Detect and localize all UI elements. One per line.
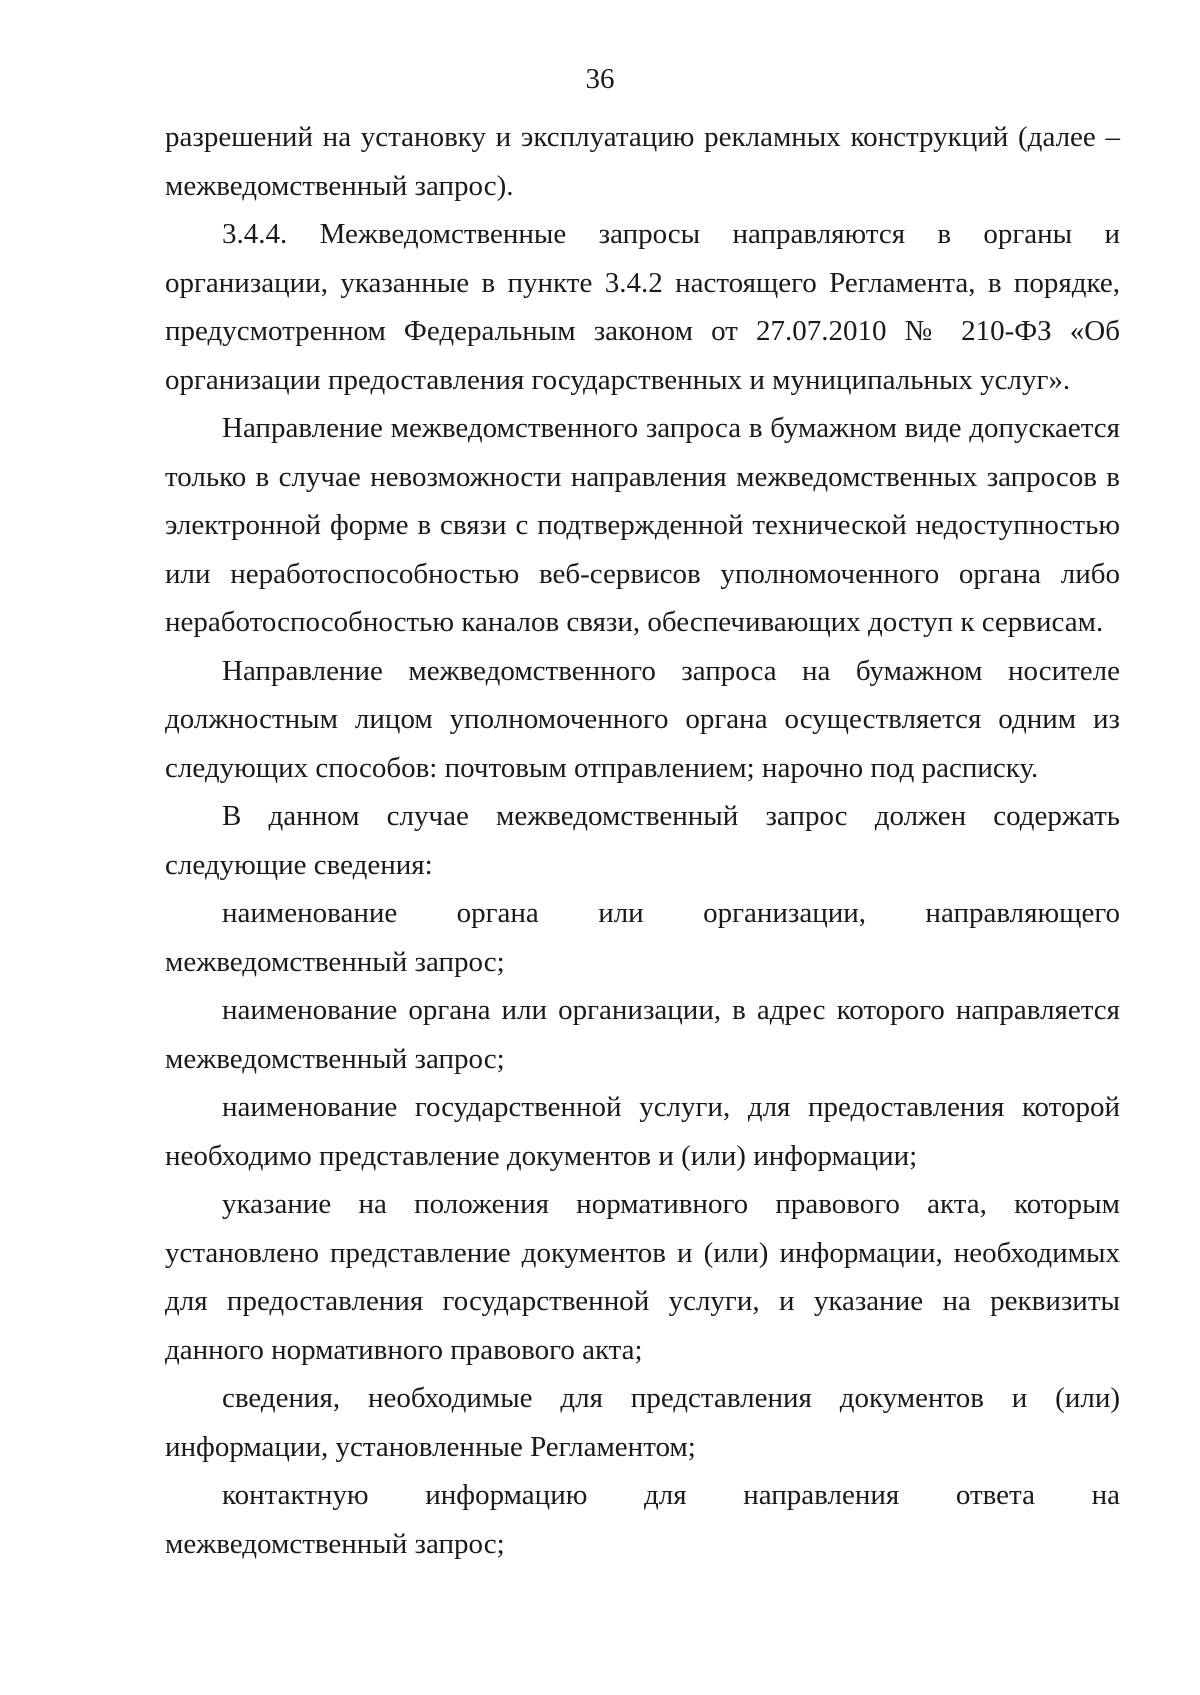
paragraph-3-4-4: 3.4.4. Межведомственные запросы направляются в органы и организации, указанные в пункте 3.4.2 настоящего Регламента, в порядке, предусмотренном Федеральным законом от 27.07.2010 № 210-ФЗ «Об организации предоставления государственных и муниципальных услуг». xyxy=(165,218,1120,396)
paragraph-paper-request-methods: Направление межведомственного запроса на бумажном носителе должностным лицом уполномоченного органа осуществляется одним из следующих способов: почтовым отправлением; нарочно под расписку. xyxy=(165,654,1120,784)
list-item-service-name: наименование государственной услуги, для предоставления которой необходимо представление документов и (или) информации; xyxy=(165,1091,1120,1172)
list-item-required-information: сведения, необходимые для представления документов и (или) информации, установленные Регламентом; xyxy=(165,1382,1120,1463)
page-number: 36 xyxy=(585,63,615,95)
paragraph-continuation: разрешений на установку и эксплуатацию рекламных конструкций (далее – межведомственный запрос). xyxy=(165,121,1120,202)
list-item-sender-name: наименование органа или организации, направляющего межведомственный запрос; xyxy=(165,897,1120,978)
list-item-contact-information: контактную информацию для направления ответа на межведомственный запрос; xyxy=(165,1479,1120,1560)
paragraph-paper-request-conditions: Направление межведомственного запроса в бумажном виде допускается только в случае невозможности направления межведомственных запросов в электронной форме в связи с подтвержденной технической недоступностью или неработоспособностью веб-сервисов уполномоченного органа либо неработоспособностью каналов связи, обеспечивающих доступ к сервисам. xyxy=(165,412,1120,638)
list-item-legal-act-reference: указание на положения нормативного правового акта, которым установлено представление документов и (или) информации, необходимых для предоставления государственной услуги, и указание на реквизиты данного нормативного правового акта; xyxy=(165,1188,1120,1366)
list-item-recipient-name: наименование органа или организации, в адрес которого направляется межведомственный запрос; xyxy=(165,994,1120,1075)
document-body xyxy=(165,113,1120,1568)
paragraph-request-contents-intro: В данном случае межведомственный запрос должен содержать следующие сведения: xyxy=(165,800,1120,881)
